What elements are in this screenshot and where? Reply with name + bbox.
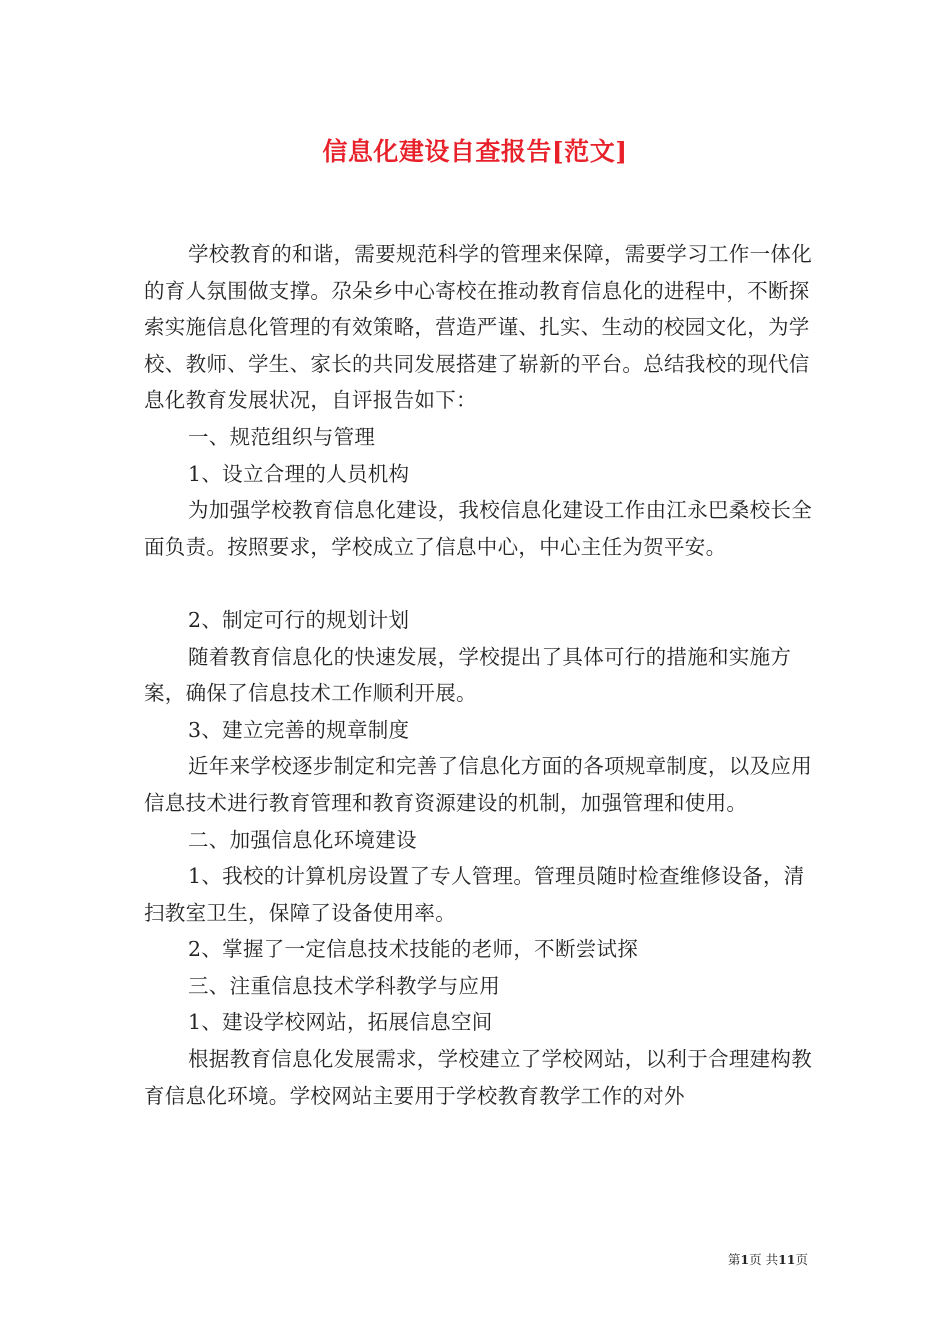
paragraph-3-1: 根据教育信息化发展需求，学校建立了学校网站，以利于合理建构教育信息化环境。学校网站主要用于学校教育教学工作的对外 xyxy=(144,1047,812,1108)
document-body xyxy=(144,236,812,1114)
paragraph-1-2: 随着教育信息化的快速发展，学校提出了具体可行的措施和实施方案，确保了信息技术工作顺利开展。 xyxy=(144,644,792,706)
heading-section-2: 二、加强信息化环境建设 xyxy=(188,827,417,852)
paragraph-2-1: 1、我校的计算机房设置了专人管理。管理员随时检查维修设备，清扫教室卫生，保障了设备使用率。 xyxy=(144,864,805,925)
paragraph-2-2: 2、掌握了一定信息技术技能的老师，不断尝试探 xyxy=(188,937,639,962)
heading-subsection-1-1: 1、设立合理的人员机构 xyxy=(188,461,410,486)
page-number: 1 xyxy=(740,1252,750,1267)
heading-section-1: 一、规范组织与管理 xyxy=(188,424,376,449)
page-footer xyxy=(728,1250,808,1268)
heading-subsection-3-1: 1、建设学校网站，拓展信息空间 xyxy=(188,1010,493,1035)
footer-suffix: 页 xyxy=(795,1252,808,1267)
footer-prefix: 第 xyxy=(727,1252,741,1267)
paragraph-1-3: 近年来学校逐步制定和完善了信息化方面的各项规章制度，以及应用信息技术进行教育管理和教育资源建设的机制，加强管理和使用。 xyxy=(144,754,812,815)
heading-subsection-1-2: 2、制定可行的规划计划 xyxy=(188,607,410,632)
paragraph-1-1: 为加强学校教育信息化建设，我校信息化建设工作由江永巴桑校长全面负责。按照要求，学校成立了信息中心，中心主任为贺平安。 xyxy=(144,498,812,559)
footer-middle: 页 共 xyxy=(749,1252,779,1267)
total-pages: 11 xyxy=(778,1252,796,1267)
heading-subsection-1-3: 3、建立完善的规章制度 xyxy=(188,717,410,742)
heading-section-3: 三、注重信息技术学科教学与应用 xyxy=(188,973,500,998)
paragraph-intro: 学校教育的和谐，需要规范科学的管理来保障，需要学习工作一体化的育人氛围做支撑。尕朵乡中心寄校在推动教育信息化的进程中，不断探索实施信息化管理的有效策略，营造严谨、扎实、生动的校园文化，为学校、教师、学生、家长的共同发展搭建了崭新的平台。总结我校的现代信息化教育发展状况，自评报告如下： xyxy=(144,242,812,413)
document-title: 信息化建设自查报告[范文] xyxy=(322,137,628,166)
blank-line xyxy=(144,565,812,602)
